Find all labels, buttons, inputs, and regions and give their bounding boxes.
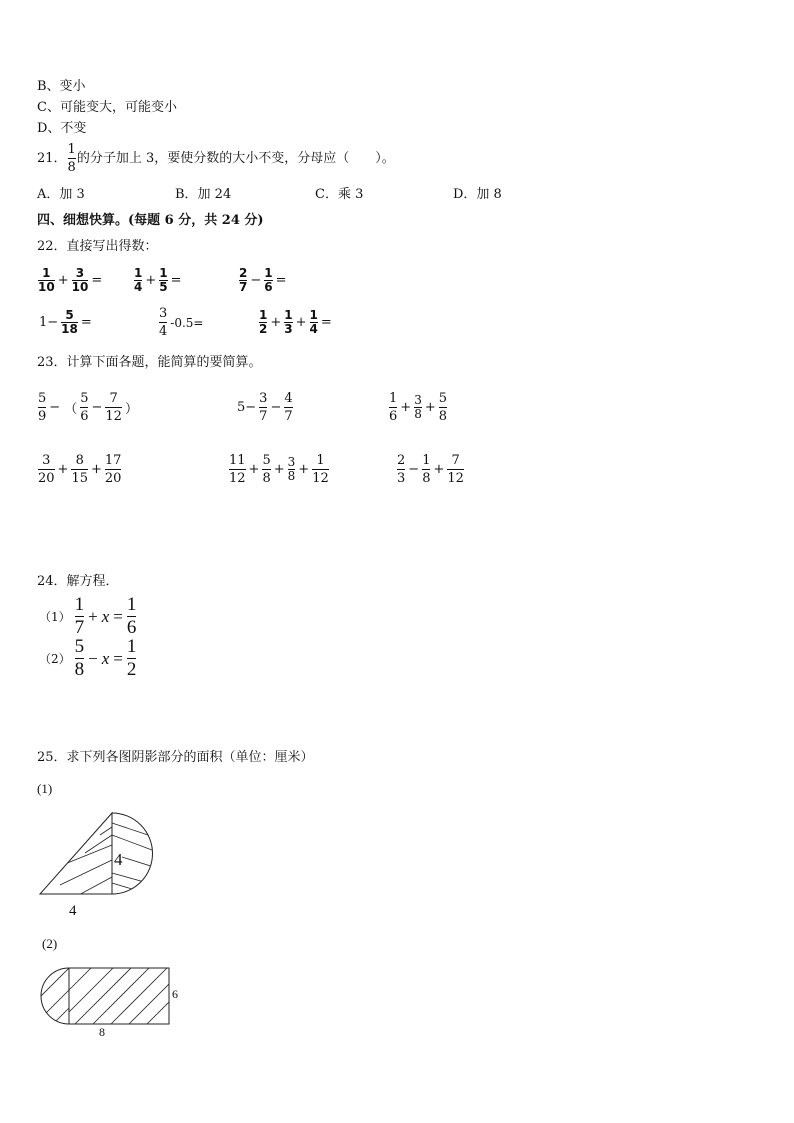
choice-c: C．乘 3	[315, 187, 364, 202]
fraction: $\frac{17}{20}$	[104, 453, 122, 486]
fraction: $\frac{1}{8}$	[422, 453, 431, 486]
fraction: $\frac{4}{7}$	[284, 391, 293, 424]
fraction: $\frac{1}{4}$	[134, 266, 143, 294]
figure-2	[35, 962, 195, 1042]
q23-expr-4: $\frac{3}{20}$ + $\frac{8}{15}$ + $\frac{17}{20}$	[38, 453, 122, 486]
equation-2: （2） $\frac{5}{8}$ − x = $\frac{1}{2}$	[39, 636, 137, 680]
fraction: $\frac{1}{5}$	[159, 266, 168, 294]
equation-1: （1） $\frac{1}{7}$ + x = $\frac{1}{6}$	[39, 594, 137, 638]
fraction: $\frac{5}{8}$	[438, 391, 448, 424]
option-b: B、变小	[37, 79, 86, 94]
q22-expr-b2: $\frac{3}{4}$ -0.5=	[159, 306, 204, 339]
question-number: 21．	[37, 150, 67, 166]
width-label: 8	[99, 1025, 105, 1039]
fraction: $\frac{3}{7}$	[259, 391, 268, 424]
fraction: $\frac{1}{10}$	[38, 266, 55, 294]
figure-2-label: (2)	[42, 936, 58, 951]
q22-expr-a2: 1− $\frac{5}{18}$ =	[39, 308, 92, 336]
question-22-title: 22．直接写出得数：	[37, 239, 158, 254]
hatch-shading	[35, 962, 169, 1032]
question-23-title: 23．计算下面各题，能简算的要简算。	[37, 355, 262, 370]
fraction: $\frac{1}{2}$	[259, 308, 268, 336]
fraction: $\frac{1}{6}$	[264, 266, 273, 294]
fraction: $\frac{1}{6}$	[126, 594, 137, 638]
q22-expr-c2: $\frac{1}{2}$ + $\frac{1}{3}$ + $\frac{1}{4}$ =	[259, 308, 332, 336]
option-c: C、可能变大，可能变小	[37, 100, 177, 115]
q23-expr-1: $\frac{5}{9}$ − （ $\frac{5}{6}$ − $\frac{7}{12}$ ）	[38, 391, 138, 424]
fraction: $\frac{1}{8}$	[67, 142, 76, 175]
q22-expr-b1: $\frac{1}{4}$ + $\frac{1}{5}$ =	[134, 266, 182, 294]
q23-expr-5: $\frac{11}{12}$ + $\frac{5}{8}$ + $\frac{3}{8}$ + $\frac{1}{12}$	[229, 453, 329, 486]
height-label: 6	[172, 987, 178, 1001]
q23-expr-3: $\frac{1}{6}$ + $\frac{3}{8}$ + $\frac{5}{8}$	[389, 391, 448, 424]
fraction: $\frac{2}{3}$	[397, 453, 406, 486]
fraction: $\frac{5}{8}$	[74, 636, 85, 680]
fraction: $\frac{2}{7}$	[239, 266, 248, 294]
hatch-shading	[50, 823, 154, 897]
figure-1	[30, 805, 170, 925]
fraction: $\frac{1}{12}$	[312, 453, 329, 486]
fraction: $\frac{1}{7}$	[74, 594, 85, 638]
question-25-title: 25．求下列各图阴影部分的面积（单位：厘米）	[37, 750, 314, 765]
fraction: $\frac{3}{8}$	[287, 455, 296, 483]
fraction: $\frac{3}{4}$	[159, 306, 168, 339]
fraction: $\frac{1}{4}$	[309, 308, 318, 336]
base-label: 4	[69, 903, 77, 919]
question-24-title: 24．解方程．	[37, 574, 119, 589]
question-21	[37, 141, 395, 176]
fraction: $\frac{5}{8}$	[262, 453, 271, 486]
option-d: D、不变	[37, 121, 87, 136]
choice-a: A．加 3	[37, 187, 85, 202]
fraction: $\frac{8}{15}$	[71, 453, 88, 486]
q22-expr-c1: $\frac{2}{7}$ − $\frac{1}{6}$ =	[239, 266, 287, 294]
choice-d: D．加 8	[453, 187, 502, 202]
fraction: $\frac{1}{6}$	[389, 391, 398, 424]
q22-expr-a1: $\frac{1}{10}$ + $\frac{3}{10}$ =	[38, 266, 103, 294]
q23-expr-6: $\frac{2}{3}$ − $\frac{1}{8}$ + $\frac{7}{12}$	[397, 453, 464, 486]
fraction: $\frac{7}{12}$	[447, 453, 464, 486]
fraction: $\frac{5}{9}$	[38, 391, 47, 424]
fraction: $\frac{3}{8}$	[414, 393, 422, 421]
fraction: $\frac{1}{2}$	[126, 636, 137, 680]
fraction: $\frac{3}{10}$	[71, 266, 89, 294]
choice-b: B．加 24	[175, 187, 232, 202]
figure-1-label: (1)	[37, 781, 53, 796]
fraction: $\frac{11}{12}$	[229, 453, 246, 486]
fraction: $\frac{5}{6}$	[80, 391, 89, 424]
fraction: $\frac{3}{20}$	[38, 453, 55, 486]
height-label: 4	[114, 850, 123, 869]
fraction: $\frac{7}{12}$	[105, 391, 122, 424]
fraction: $\frac{1}{3}$	[284, 308, 293, 336]
question-text: 的分子加上 3，要使分数的大小不变，分母应（ ）。	[76, 150, 395, 166]
section-title: 四、细想快算。(每题 6 分，共 24 分)	[37, 213, 264, 228]
fraction: $\frac{5}{18}$	[61, 308, 78, 336]
q23-expr-2: 5− $\frac{3}{7}$ − $\frac{4}{7}$	[237, 391, 293, 424]
